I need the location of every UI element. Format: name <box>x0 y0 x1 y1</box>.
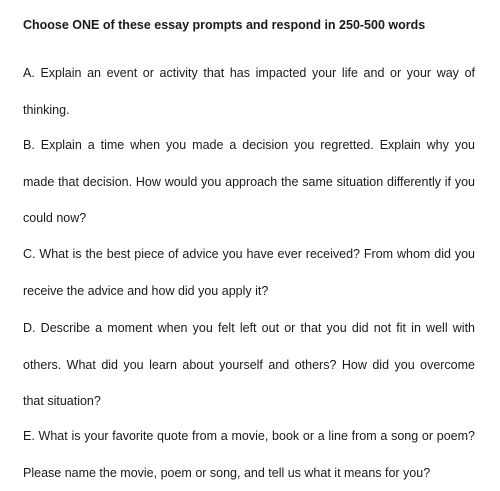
prompt-b: B. Explain a time when you made a decision you regretted. Explain why you made that decision. How would you approach the same situation differently if you could now? <box>23 138 475 225</box>
prompt-a: A. Explain an event or activity that has impacted your life and or your way of thinking. <box>23 66 475 117</box>
prompt-c: C. What is the best piece of advice you have ever received? From whom did you receive the advice and how did you apply it? <box>23 247 475 298</box>
instructions-heading: Choose ONE of these essay prompts and respond in 250-500 words <box>23 18 426 32</box>
prompt-d: D. Describe a moment when you felt left out or that you did not fit in well with others. What did you learn about yourself and others? How did you overcome that situation? <box>23 321 475 408</box>
prompt-e: E. What is your favorite quote from a movie, book or a line from a song or poem? Please name the movie, poem or song, and tell us what it means for you? <box>23 429 475 480</box>
